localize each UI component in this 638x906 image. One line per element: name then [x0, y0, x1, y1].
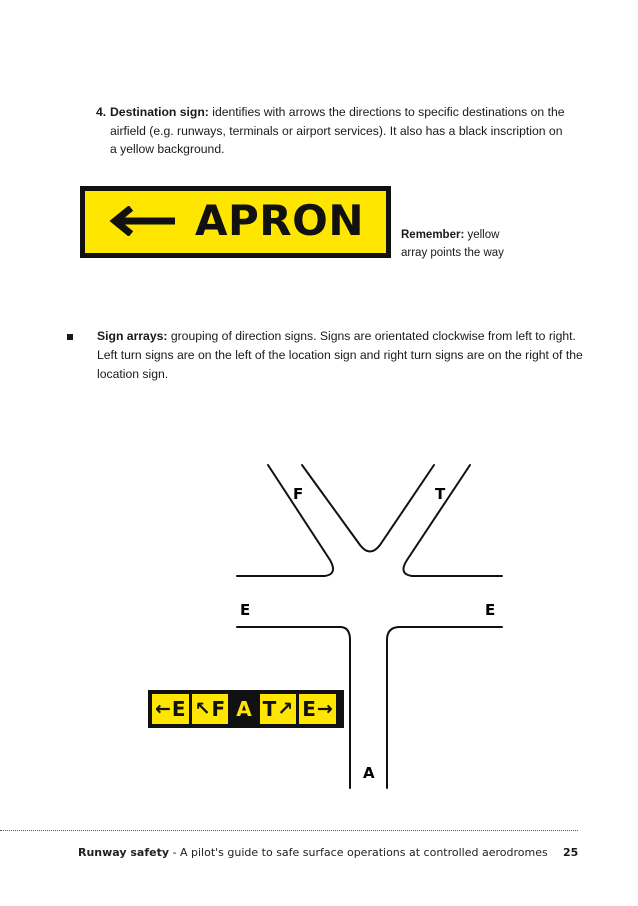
- label-t: T: [435, 485, 446, 503]
- taxiway-edge-right-upper: [403, 465, 502, 576]
- destination-sign-body: identifies with arrows the directions to specific destinations on the airfield (e.g. runways, terminals or airport services). It also has a black inscription on a yellow background.: [110, 105, 565, 156]
- footer-title: Runway safety: [78, 846, 170, 859]
- sign-seg-f: [192, 694, 229, 724]
- taxiway-edge-left-upper: [237, 465, 333, 576]
- footer-subtitle: - A pilot's guide to safe surface operations at controlled aerodromes: [169, 846, 548, 859]
- apron-destination-sign: [80, 186, 391, 258]
- page-number: 25: [563, 846, 579, 859]
- sign-arrays-paragraph: [97, 327, 592, 384]
- up-left-arrow-icon: ↖: [194, 698, 211, 720]
- destination-sign-text: [110, 103, 566, 159]
- label-f: F: [293, 485, 304, 503]
- destination-sign-heading: Destination sign:: [110, 105, 209, 119]
- taxiway-edge-center-v: [302, 465, 434, 552]
- label-e-left: E: [240, 601, 251, 619]
- location-sign-a: [231, 694, 256, 724]
- destination-sign-paragraph: [96, 103, 566, 159]
- remember-heading: Remember:: [401, 229, 465, 241]
- remember-body: yellow array points the way: [401, 229, 504, 259]
- up-right-arrow-icon: ↗: [277, 698, 294, 720]
- apron-sign-text: APRON: [195, 196, 364, 245]
- item-number: 4.: [96, 105, 107, 119]
- label-e-right: E: [485, 601, 496, 619]
- bullet-icon: [67, 334, 73, 340]
- location-letter: A: [236, 697, 252, 721]
- sign-seg-e-right: [299, 694, 336, 724]
- label-a: A: [363, 764, 375, 782]
- sign-seg-t: [260, 694, 297, 724]
- sign-seg-e-left: [152, 694, 189, 724]
- sign-letter: E: [302, 697, 316, 721]
- apron-sign-face: [85, 191, 386, 253]
- remember-note: [401, 227, 521, 262]
- taxiway-edge-right-lower: [387, 627, 502, 788]
- sign-letter: E: [171, 697, 186, 721]
- left-arrow-icon: ←: [155, 698, 171, 720]
- sign-arrays-body: grouping of direction signs. Signs are orientated clockwise from left to right. Left turn signs are on the left of the location sign and right turn signs are on the right of the location sign.: [97, 329, 583, 381]
- sign-letter: F: [211, 697, 226, 721]
- sign-letter: T: [262, 697, 277, 721]
- direction-sign-array: [148, 690, 344, 728]
- footer-text: [78, 846, 580, 859]
- taxiway-intersection-diagram: [0, 450, 638, 800]
- right-arrow-icon: →: [316, 698, 333, 720]
- left-arrow-icon: [107, 206, 177, 236]
- sign-arrays-heading: Sign arrays:: [97, 329, 168, 343]
- footer-divider: [0, 830, 578, 831]
